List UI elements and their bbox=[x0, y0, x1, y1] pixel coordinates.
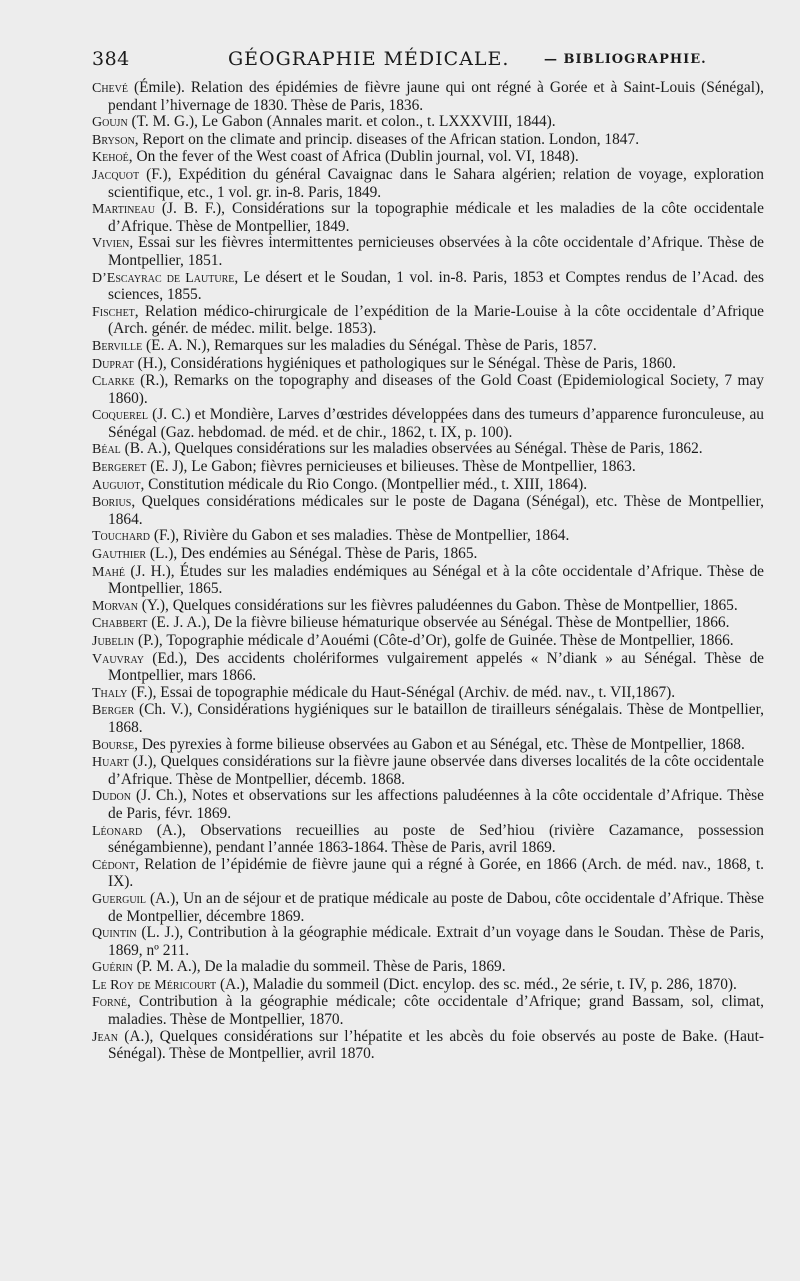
entry-author: Guérin bbox=[92, 960, 133, 976]
running-title: GÉOGRAPHIE MÉDICALE. bbox=[228, 48, 510, 70]
bibliography-entry bbox=[92, 270, 764, 304]
bibliography-entry bbox=[92, 925, 764, 959]
bibliography-entry bbox=[92, 891, 764, 925]
bibliography-entry bbox=[92, 615, 764, 633]
entry-author: Touchard bbox=[92, 529, 150, 545]
entry-author: Béal bbox=[92, 442, 121, 458]
entry-author: Martineau bbox=[92, 202, 155, 218]
entry-author: Dudon bbox=[92, 789, 131, 805]
entry-text: (T. M. G.), Le Gabon (Annales marit. et colon., t. LXXXVIII, 1844). bbox=[127, 113, 556, 131]
entry-author: Jean bbox=[92, 1029, 118, 1045]
entry-author: Berger bbox=[92, 703, 135, 719]
bibliography-entry bbox=[92, 685, 764, 703]
bibliography-entry bbox=[92, 633, 764, 651]
entry-author: Vivien bbox=[92, 236, 130, 252]
entry-text: (L.), Des endémies au Sénégal. Thèse de Paris, 1865. bbox=[146, 545, 478, 563]
entry-author: D’Escayrac de Lauture bbox=[92, 270, 235, 286]
bibliography-entry bbox=[92, 977, 764, 995]
bibliography-entry bbox=[92, 167, 764, 201]
page-number: 384 bbox=[92, 48, 130, 70]
entry-author: Thaly bbox=[92, 685, 128, 701]
bibliography-entry bbox=[92, 80, 764, 114]
entry-text: , Des pyrexies à forme bilieuse observées au Gabon et au Sénégal, etc. Thèse de Montpellier, 1868. bbox=[134, 735, 745, 753]
bibliography-entry bbox=[92, 459, 764, 477]
bibliography-entry bbox=[92, 546, 764, 564]
entry-author: Borius bbox=[92, 495, 132, 511]
bibliography-entry bbox=[92, 114, 764, 132]
bibliography-entry bbox=[92, 994, 764, 1028]
entry-author: Gauthier bbox=[92, 547, 146, 563]
entry-author: Huart bbox=[92, 755, 129, 771]
entry-text: (E. J), Le Gabon; fièvres pernicieuses et bilieuses. Thèse de Montpellier, 1863. bbox=[146, 458, 636, 476]
entry-text: (R.), Remarks on the topography and diseases of the Gold Coast (Epidemiological Society, 7 may 1860). bbox=[108, 372, 764, 407]
entry-text: (J. Ch.), Notes et observations sur les affections paludéennes à la côte occidentale d’Afrique. Thèse de Paris, févr. 1869. bbox=[108, 787, 764, 822]
entry-author: Duprat bbox=[92, 356, 134, 372]
bibliography-entry bbox=[92, 959, 764, 977]
entry-text: , Contribution à la géographie médicale; côte occidentale d’Afrique; grand Bassam, sol, climat, maladies. Thèse de Montpellier, 1870. bbox=[108, 993, 764, 1029]
entry-text: (A.), Quelques considérations sur l’hépatite et les abcès du foie observés au poste de Bake. (Haut-Sénégal). Thèse de Montpellier, avril 1870. bbox=[108, 1027, 764, 1063]
entry-text: , Quelques considérations médicales sur le poste de Dagana (Sénégal), etc. Thèse de Montpellier, 1864. bbox=[108, 493, 764, 528]
entry-text: , Report on the climate and princip. diseases of the African station. London, 1847. bbox=[134, 130, 640, 148]
entry-author: Le Roy de Méricourt bbox=[92, 977, 217, 993]
entry-author: Léonard bbox=[92, 823, 143, 839]
entry-author: Bryson bbox=[92, 132, 135, 148]
bibliography-entry bbox=[92, 149, 764, 167]
entry-text: (Y.), Quelques considérations sur les fièvres paludéennes du Gabon. Thèse de Montpellier, 1865. bbox=[137, 596, 738, 614]
bibliography-entry bbox=[92, 564, 764, 598]
entry-author: Clarke bbox=[92, 374, 135, 390]
entry-author: Coquerel bbox=[92, 408, 148, 424]
entry-text: (L. J.), Contribution à la géographie médicale. Extrait d’un voyage dans le Soudan. Thèse de Paris, 1869, nº 211. bbox=[108, 924, 764, 959]
bibliography-entry bbox=[92, 373, 764, 407]
entry-text: , Relation médico-chirurgicale de l’expédition de la Marie-Louise à la côte occidentale d’Afrique (Arch. génér. de médec. milit. belge. 1853). bbox=[108, 302, 764, 338]
entry-author: Bergeret bbox=[92, 460, 147, 476]
entry-text: (J.), Quelques considérations sur la fièvre jaune observée dans diverses localités de la côte occidentale d’Afrique. Thèse de Montpellier, décemb. 1868. bbox=[108, 753, 764, 788]
entry-author: Vauvray bbox=[92, 651, 144, 667]
entry-author: Chabbert bbox=[92, 616, 148, 632]
entry-text: (E. A. N.), Remarques sur les maladies du Sénégal. Thèse de Paris, 1857. bbox=[142, 336, 597, 354]
bibliography-entry bbox=[92, 201, 764, 235]
entry-text: , Constitution médicale du Rio Congo. (Montpellier méd., t. XIII, 1864). bbox=[140, 475, 588, 493]
bibliography-entry bbox=[92, 338, 764, 356]
bibliography-list bbox=[92, 80, 764, 1063]
entry-author: Fischet bbox=[92, 304, 135, 320]
entry-text: (F.), Expédition du général Cavaignac dans le Sahara algérien; relation de voyage, exploration scientifique, etc., 1 vol. gr. in-8. Paris, 1849. bbox=[108, 165, 764, 201]
entry-text: (A.), Un an de séjour et de pratique médicale au poste de Dabou, côte occidentale d’Afrique. Thèse de Montpellier, décembre 1869. bbox=[108, 889, 764, 925]
bibliography-entry bbox=[92, 598, 764, 616]
entry-text: , Le désert et le Soudan, 1 vol. in-8. Paris, 1853 et Comptes rendus de l’Acad. des sciences, 1855. bbox=[108, 268, 764, 304]
entry-author: Forné bbox=[92, 995, 128, 1011]
bibliography-entry bbox=[92, 494, 764, 528]
bibliography-entry bbox=[92, 528, 764, 546]
bibliography-entry bbox=[92, 304, 764, 338]
entry-author: Guerguil bbox=[92, 891, 146, 907]
entry-text: (Ch. V.), Considérations hygiéniques sur le bataillon de tirailleurs sénégalais. Thèse de Montpellier, 1868. bbox=[108, 701, 764, 736]
bibliography-entry bbox=[92, 702, 764, 736]
entry-author: Goujn bbox=[92, 115, 128, 131]
entry-text: (A.), Observations recueillies au poste de Sed’hiou (rivière Cazamance, possession sénégambienne), pendant l’année 1863-1864. Thèse de Paris, avril 1869. bbox=[108, 821, 764, 857]
entry-text: (Ed.), Des accidents cholériformes vulgairement appelés « N’diank » au Sénégal. Thèse de Montpellier, mars 1866. bbox=[108, 649, 764, 685]
entry-text: (E. J. A.), De la fièvre bilieuse hématurique observée au Sénégal. Thèse de Montpellier, 1866. bbox=[147, 614, 730, 632]
entry-author: Bourse bbox=[92, 737, 135, 753]
running-header bbox=[92, 44, 764, 74]
entry-text: (B. A.), Quelques considérations sur les maladies observées au Sénégal. Thèse de Paris, 1862. bbox=[120, 440, 703, 458]
entry-author: Chevé bbox=[92, 81, 128, 96]
entry-text: (J. H.), Études sur les maladies endémiques au Sénégal et à la côte occidentale d’Afrique. Thèse de Montpellier, 1865. bbox=[108, 562, 764, 598]
bibliography-entry bbox=[92, 407, 764, 441]
bibliography-entry bbox=[92, 651, 764, 685]
bibliography-entry bbox=[92, 132, 764, 150]
bibliography-entry bbox=[92, 235, 764, 269]
bibliography-entry bbox=[92, 477, 764, 495]
entry-text: (F.), Rivière du Gabon et ses maladies. Thèse de Montpellier, 1864. bbox=[150, 527, 570, 545]
entry-text: , Essai sur les fièvres intermittentes pernicieuses observées à la côte occidentale d’Afrique. Thèse de Montpellier, 1851. bbox=[108, 234, 764, 269]
bibliography-entry bbox=[92, 1029, 764, 1063]
entry-author: Auguiot bbox=[92, 477, 141, 493]
entry-author: Kehoé bbox=[92, 150, 129, 166]
entry-text: , On the fever of the West coast of Africa (Dublin journal, vol. VI, 1848). bbox=[128, 148, 579, 166]
entry-text: (Émile). Relation des épidémies de fièvre jaune qui ont régné à Gorée et à Saint-Louis (Sénégal), pendant l’hivernage de 1830. Thèse de Paris, 1836. bbox=[108, 79, 764, 114]
entry-author: Mahé bbox=[92, 564, 125, 580]
bibliography-entry bbox=[92, 441, 764, 459]
entry-text: (P.), Topographie médicale d’Aouémi (Côte-d’Or), golfe de Guinée. Thèse de Montpellier, 1866. bbox=[134, 632, 734, 649]
bibliography-entry bbox=[92, 356, 764, 374]
bibliography-entry bbox=[92, 788, 764, 822]
entry-text: (J. C.) et Mondière, Larves d’œstrides développées dans des tumeurs d’apparence furonculeuse, au Sénégal (Gaz. hebdomad. de méd. et de chir., 1862, t. IX, p. 100). bbox=[108, 406, 764, 441]
entry-author: Berville bbox=[92, 338, 143, 354]
bibliography-entry bbox=[92, 737, 764, 755]
entry-text: (J. B. F.), Considérations sur la topographie médicale et les maladies de la côte occidentale d’Afrique. Thèse de Montpellier, 1849. bbox=[108, 200, 764, 235]
entry-text: (H.), Considérations hygiéniques et pathologiques sur le Sénégal. Thèse de Paris, 1860. bbox=[133, 354, 676, 372]
entry-author: Jubelin bbox=[92, 634, 135, 649]
entry-text: , Relation de l’épidémie de fièvre jaune qui a régné à Gorée, en 1866 (Arch. de méd. nav., 1868, t. IX). bbox=[108, 855, 764, 891]
entry-author: Morvan bbox=[92, 598, 138, 614]
entry-author: Cédont bbox=[92, 857, 136, 873]
entry-text: (F.), Essai de topographie médicale du Haut-Sénégal (Archiv. de méd. nav., t. VII,1867). bbox=[127, 683, 676, 701]
bibliography-entry bbox=[92, 823, 764, 857]
bibliography-entry bbox=[92, 754, 764, 788]
entry-text: (P. M. A.), De la maladie du sommeil. Thèse de Paris, 1869. bbox=[132, 958, 506, 976]
bibliography-entry bbox=[92, 857, 764, 891]
entry-author: Jacquot bbox=[92, 167, 140, 183]
section-title: — BIBLIOGRAPHIE. bbox=[544, 52, 707, 67]
entry-author: Quintin bbox=[92, 926, 137, 942]
entry-text: (A.), Maladie du sommeil (Dict. encylop. des sc. méd., 2e série, t. IV, p. 286, 1870). bbox=[216, 975, 737, 993]
